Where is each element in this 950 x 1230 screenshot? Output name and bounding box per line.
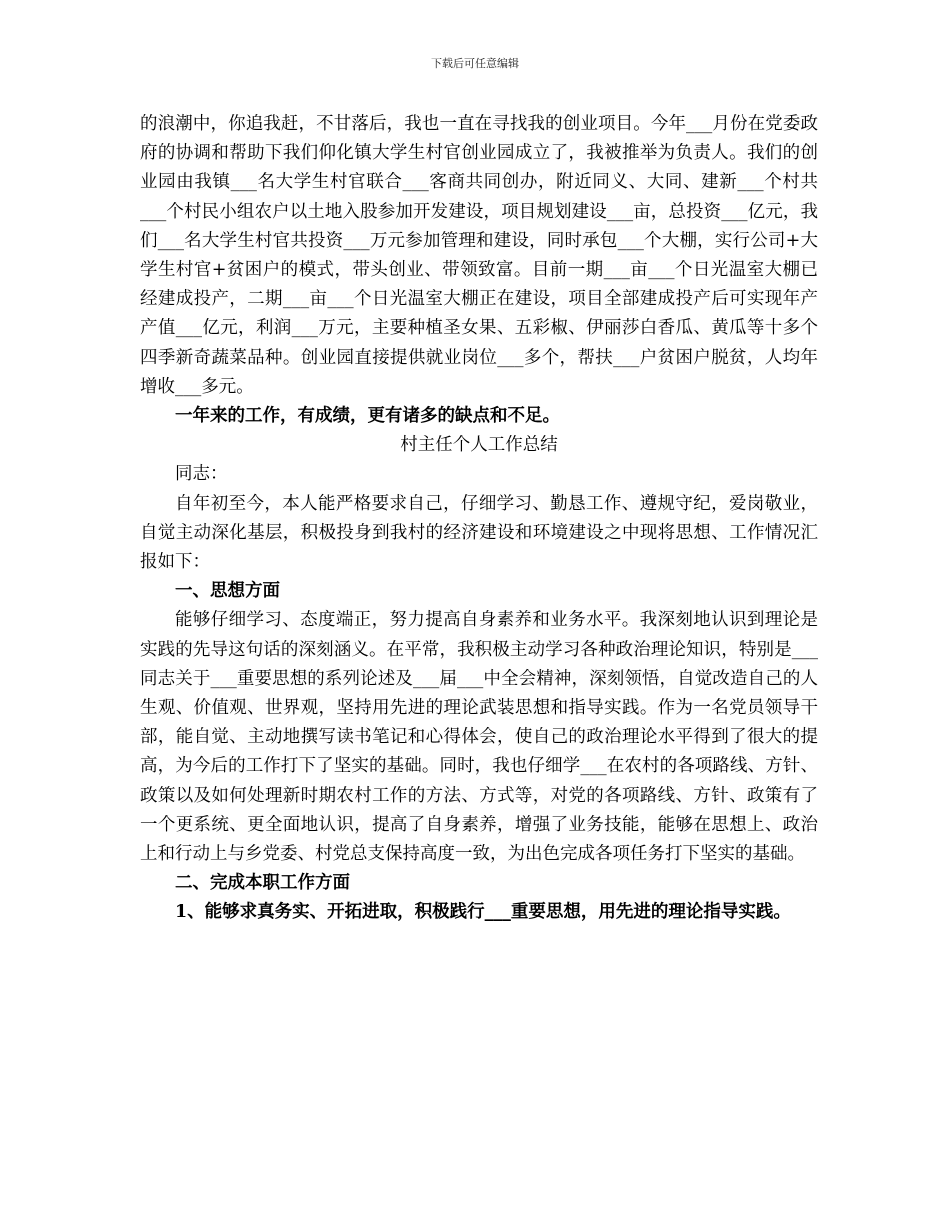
paragraph-summary-remark: 一年来的工作，有成绩，更有诸多的缺点和不足。 [175, 406, 560, 427]
paragraph-ideology: 能够仔细学习、态度端正，努力提高自身素养和业务水平。我深刻地认识到理论是实践的先导这句话的深刻涵义。在平常，我积极主动学习各种政治理论知识，特别是___同志关于___重要思想的系列论述及___届___中全会精神，深刻领悟，自觉改造自己的人生观、价值观、世界观，坚持用先进的理论武装思想和指导实践。作为一名党员领导干部，能自觉、主动地撰写读书笔记和心得体会，使自己的政治理论水平得到了很大的提高，为今后的工作打下了坚实的基础。同时，我也仔细学___在农村的各项路线、方针、政策以及如何处理新时期农村工作的方法、方式等，对党的各项路线、方针、政策有了一个更系统、更全面地认识，提高了自身素养，增强了业务技能，能够在思想上、政治上和行动上与乡党委、村党总支保持高度一致，为出色完成各项任务打下坚实的基础。 [140, 610, 818, 865]
paragraph-introduction: 自年初至今，本人能严格要求自己，仔细学习、勤恳工作、遵规守纪，爱岗敬业，自觉主动深化基层，积极投身到我村的经济建设和环境建设之中现将思想、工作情况汇报如下： [140, 493, 818, 573]
section-heading-ideology: 一、思想方面 [175, 581, 280, 602]
document-title: 村主任个人工作总结 [400, 435, 558, 456]
section-heading-duties: 二、完成本职工作方面 [175, 873, 350, 894]
document-body [140, 110, 818, 928]
subsection-heading-practice: 1、能够求真务实、开拓进取，积极践行___重要思想，用先进的理论指导实践。 [175, 902, 791, 923]
salutation: 同志： [175, 464, 228, 485]
page-header-note: 下载后可任意编辑 [431, 57, 519, 70]
paragraph-entrepreneurship-park: 的浪潮中，你追我赶，不甘落后，我也一直在寻找我的创业项目。今年___月份在党委政府的协调和帮助下我们仰化镇大学生村官创业园成立了，我被推举为负责人。我们的创业园由我镇___名大学生村官联合___客商共同创办，附近同义、大同、建新___个村共___个村民小组农户以土地入股参加开发建设，项目规划建设___亩，总投资___亿元，我们___名大学生村官共投资___万元参加管理和建设，同时承包___个大棚，实行公司+大学生村官+贫困户的模式，带头创业、带领致富。目前一期___亩___个日光温室大棚已经建成投产，二期___亩___个日光温室大棚正在建设，项目全部建成投产后可实现年产产值___亿元，利润___万元，主要种植圣女果、五彩椒、伊丽莎白香瓜、黄瓜等十多个四季新奇蔬菜品种。创业园直接提供就业岗位___多个，帮扶___户贫困户脱贫，人均年增收___多元。 [140, 114, 818, 397]
